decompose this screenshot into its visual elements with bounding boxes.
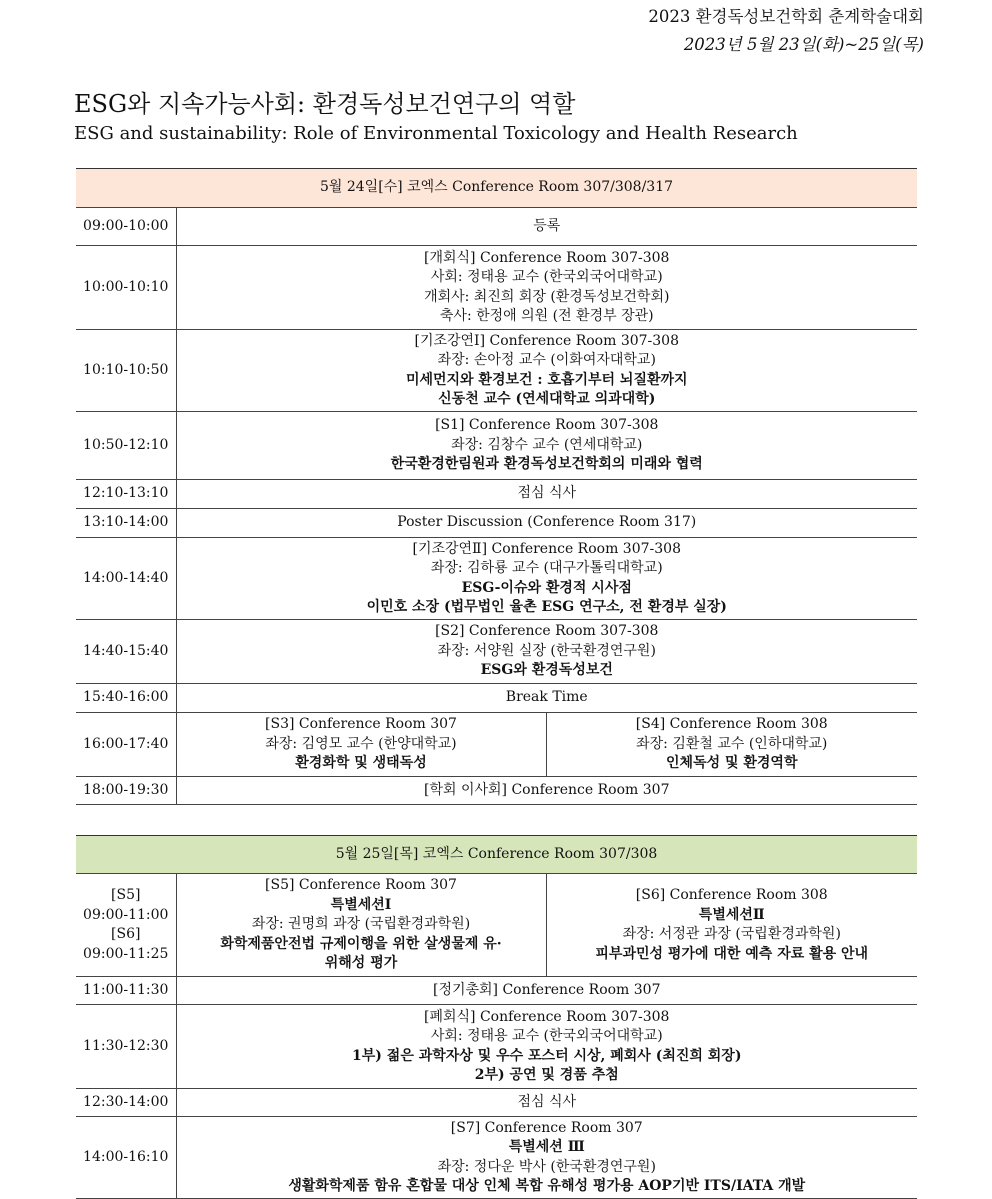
- session-cell: [176, 509, 917, 538]
- session-line: 생활화학제품 함유 혼합물 대상 인체 복합 유해성 평가용 AOP기반 ITS/IATA 개발: [288, 1178, 806, 1194]
- session-cell: [176, 777, 917, 805]
- schedule-row: [76, 977, 917, 1005]
- session-line: 좌장: 권명희 과장 (국립환경과학원): [251, 916, 471, 933]
- schedule-row: [76, 208, 917, 246]
- day2-schedule-table: [76, 835, 917, 1199]
- schedule-row: [76, 1089, 917, 1117]
- time-cell: 18:00-19:30: [76, 777, 176, 805]
- session-cell-left: [176, 713, 546, 777]
- time-cell: 12:30-14:00: [76, 1089, 176, 1117]
- time-cell: 11:00-11:30: [76, 977, 176, 1005]
- session-line: 좌장: 정다운 박사 (한국환경연구원): [437, 1158, 656, 1175]
- session-cell-left: [176, 874, 546, 977]
- session-line: [개회식] Conference Room 307-308: [424, 249, 670, 266]
- session-line: [S1] Conference Room 307-308: [435, 417, 659, 434]
- day1-heading-row: [76, 169, 917, 208]
- session-line: 환경화학 및 생태독성: [295, 755, 427, 772]
- session-line: 이민호 소장 (법무법인 율촌 ESG 연구소, 전 환경부 실장): [366, 599, 727, 615]
- conference-name: 2023 환경독성보건학회 춘계학술대회: [648, 7, 924, 26]
- time-cell: 12:10-13:10: [76, 480, 176, 509]
- schedule-row: [76, 330, 917, 412]
- session-line: 특별세션Ⅱ: [698, 906, 765, 923]
- session-cell-right: [546, 713, 917, 777]
- session-line: ESG와 환경독성보건: [480, 662, 613, 679]
- session-line: Poster Discussion (Conference Room 317): [397, 514, 697, 531]
- session-line: [S7] Conference Room 307: [450, 1119, 643, 1136]
- time-cell: 14:00-14:40: [76, 538, 176, 620]
- time-cell: [76, 874, 176, 977]
- schedule-row: [76, 713, 917, 777]
- page-subtitle: ESG and sustainability: Role of Environmental Toxicology and Health Research: [74, 123, 798, 144]
- time-line: 09:00-11:25: [83, 945, 169, 962]
- session-line: 좌장: 서양원 실장 (한국환경연구원): [437, 642, 656, 659]
- conference-dates: 2023년 5월 23일(화)~25일(목): [683, 35, 924, 54]
- session-line: [폐회식] Conference Room 307-308: [424, 1008, 670, 1025]
- time-cell: 09:00-10:00: [76, 208, 176, 246]
- page-title: ESG와 지속가능사회: 환경독성보건연구의 역할: [74, 90, 576, 118]
- time-line: [S6]: [111, 926, 141, 942]
- day2-heading: 5월 25일[목] 코엑스 Conference Room 307/308: [76, 836, 917, 874]
- session-line: [S3] Conference Room 307: [265, 716, 457, 733]
- session-cell: [176, 330, 917, 412]
- session-line: ESG-이슈와 환경적 시사점: [461, 579, 632, 596]
- session-line: Break Time: [505, 689, 588, 706]
- session-line: 피부과민성 평가에 대한 예측 자료 활용 안내: [595, 945, 869, 962]
- session-line: [S5] Conference Room 307: [265, 877, 457, 894]
- session-line: 특별세션 Ⅲ: [508, 1139, 585, 1155]
- session-line: [정기총회] Conference Room 307: [432, 981, 661, 998]
- time-cell: 14:40-15:40: [76, 620, 176, 684]
- day1-schedule-table: [76, 168, 917, 805]
- session-line: 개회사: 최진희 회장 (환경독성보건학회): [424, 288, 670, 305]
- session-cell: [176, 977, 917, 1005]
- time-line: 09:00-11:00: [83, 906, 169, 923]
- schedule-row: [76, 509, 917, 538]
- session-line: 2부) 공연 및 경품 추첨: [474, 1067, 619, 1083]
- time-cell: 13:10-14:00: [76, 509, 176, 538]
- session-line: 등록: [533, 217, 561, 234]
- time-cell: 16:00-17:40: [76, 713, 176, 777]
- day2-heading-row: [76, 836, 917, 874]
- time-line: [S5]: [111, 887, 141, 903]
- session-cell: [176, 1117, 917, 1199]
- session-line: 위해성 평가: [324, 955, 398, 972]
- session-line: [S6] Conference Room 308: [635, 887, 828, 903]
- session-line: 좌장: 서정관 과장 (국립환경과학원): [622, 926, 841, 942]
- session-line: 사회: 정태용 교수 (한국외국어대학교): [430, 1028, 663, 1044]
- session-line: 좌장: 김하룡 교수 (대구가톨릭대학교): [430, 560, 663, 576]
- session-line: 화학제품안전법 규제이행을 위한 살생물제 유·: [220, 935, 502, 952]
- session-line: 한국환경한림원과 환경독성보건학회의 미래와 협력: [390, 456, 703, 473]
- session-line: [학회 이사회] Conference Room 307: [424, 781, 670, 798]
- session-line: 인체독성 및 환경역학: [666, 755, 798, 772]
- session-line: 점심 식사: [517, 485, 577, 502]
- time-cell: 11:30-12:30: [76, 1005, 176, 1089]
- schedule-row: [76, 684, 917, 713]
- schedule-row: [76, 777, 917, 805]
- session-cell: [176, 412, 917, 480]
- session-line: 좌장: 손아정 교수 (이화여자대학교): [437, 352, 656, 368]
- session-cell: [176, 538, 917, 620]
- session-cell: [176, 208, 917, 246]
- session-line: 미세먼지와 환경보건 : 호흡기부터 뇌질환까지: [405, 371, 688, 388]
- session-cell: [176, 620, 917, 684]
- schedule-row: [76, 1005, 917, 1089]
- session-line: 사회: 정태용 교수 (한국외국어대학교): [430, 269, 663, 285]
- schedule-row: [76, 620, 917, 684]
- session-line: 좌장: 김창수 교수 (연세대학교): [451, 436, 643, 453]
- session-line: 특별세션Ⅰ: [330, 896, 392, 913]
- time-cell: 15:40-16:00: [76, 684, 176, 713]
- session-line: 좌장: 김환철 교수 (인하대학교): [636, 735, 828, 752]
- schedule-row: [76, 412, 917, 480]
- session-cell: [176, 684, 917, 713]
- schedule-row: [76, 480, 917, 509]
- session-line: 점심 식사: [517, 1093, 577, 1110]
- session-cell-right: [546, 874, 917, 977]
- session-line: [기조강연Ⅰ] Conference Room 307-308: [414, 332, 679, 349]
- time-cell: 10:50-12:10: [76, 412, 176, 480]
- schedule-row: [76, 1117, 917, 1199]
- session-cell: [176, 480, 917, 509]
- time-cell: 10:00-10:10: [76, 246, 176, 330]
- time-cell: 10:10-10:50: [76, 330, 176, 412]
- session-line: [기조강연Ⅱ] Conference Room 307-308: [412, 540, 681, 557]
- session-line: [S2] Conference Room 307-308: [435, 623, 659, 640]
- session-cell: [176, 246, 917, 330]
- schedule-row: [76, 538, 917, 620]
- schedule-row: [76, 246, 917, 330]
- time-cell: 14:00-16:10: [76, 1117, 176, 1199]
- session-line: 신동천 교수 (연세대학교 의과대학): [438, 391, 656, 407]
- session-line: [S4] Conference Room 308: [635, 716, 828, 733]
- day1-heading: 5월 24일[수] 코엑스 Conference Room 307/308/317: [76, 169, 917, 208]
- session-line: 1부) 젊은 과학자상 및 우수 포스터 시상, 폐회사 (최진희 회장): [352, 1047, 742, 1064]
- session-cell: [176, 1089, 917, 1117]
- session-cell: [176, 1005, 917, 1089]
- session-line: 축사: 한정애 의원 (전 환경부 장관): [439, 308, 654, 324]
- session-line: 좌장: 김영모 교수 (한양대학교): [265, 735, 457, 752]
- schedule-row: [76, 874, 917, 977]
